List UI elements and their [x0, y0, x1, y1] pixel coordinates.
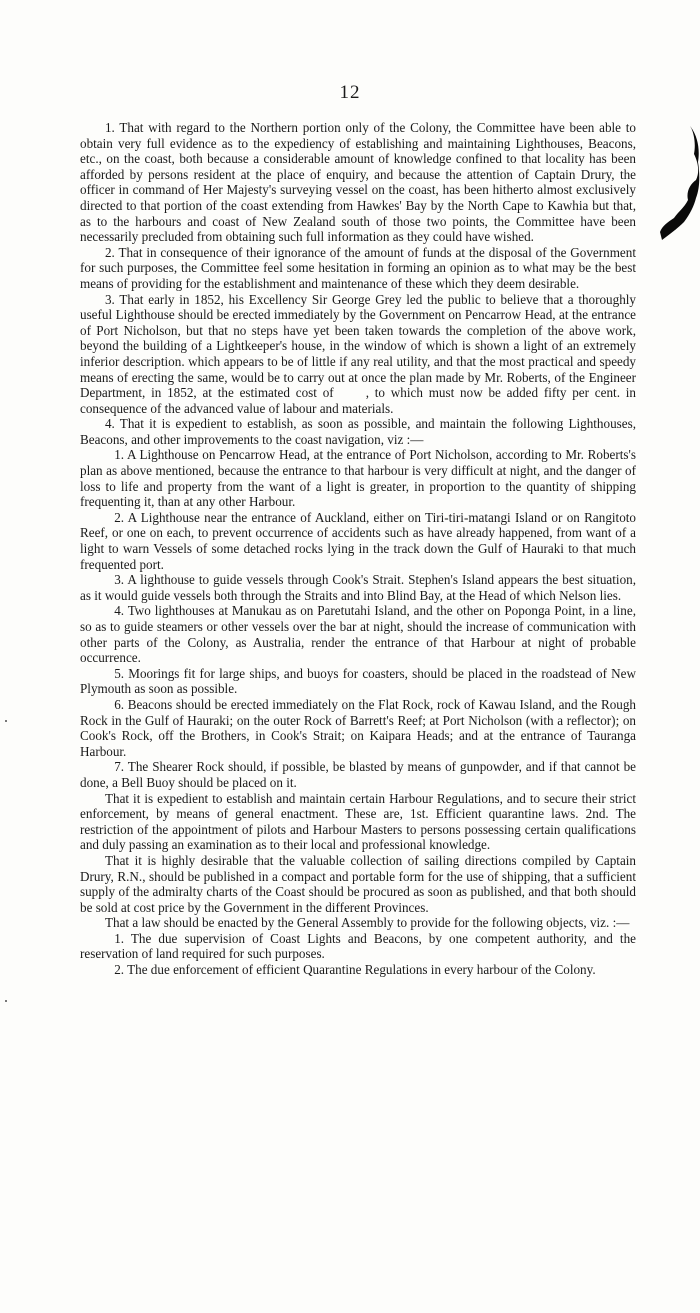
list-item-lighthouse-pencarrow: 1. A Lighthouse on Pencarrow Head, at the entrance of Port Nicholson, according to Mr. Roberts's plan as above mentioned, because the entrance to that harbour is very difficult at night, and the danger of loss to life and property from the want of a light is greater, in proportion to the quantity of shipping frequenting it, than at any other Harbour. [80, 447, 636, 510]
list-item-lighthouse-cooks-strait: 3. A lighthouse to guide vessels through Cook's Strait. Stephen's Island appears the best situation, as it would guide vessels both through the Straits and into Blind Bay, at the Head of which Nelson lies. [80, 572, 636, 603]
paragraph-2: 2. That in consequence of their ignorance of the amount of funds at the disposal of the Government for such purposes, the Committee feel some hesitation in forming an opinion as to what may be the best means of providing for the establishment and maintenance of these which they deem desirable. [80, 244, 636, 291]
list-item-shearer-rock: 7. The Shearer Rock should, if possible, be blasted by means of gunpowder, and if that cannot be done, a Bell Buoy should be placed on it. [80, 759, 636, 790]
list-item-lighthouses-manukau: 4. Two lighthouses at Manukau as on Paretutahi Island, and the other on Poponga Point, in a line, so as to guide steamers or other vessels over the bar at night, should the increase of communication with other parts of the Colony, as Australia, render the entrance of that Harbour at night of probable occurrence. [80, 603, 636, 666]
margin-mark [5, 720, 7, 722]
document-body [80, 120, 636, 978]
list-item-quarantine-enforcement: 2. The due enforcement of efficient Quarantine Regulations in every harbour of the Colony. [114, 962, 596, 978]
paragraph-1: 1. That with regard to the Northern portion only of the Colony, the Committee have been able to obtain very full evidence as to the expediency of establishing and maintaining Lighthouses, Beacons, etc., on the coast, both because a considerable amount of knowledge confined to that locality has been afforded by persons resident at the place of enquiry, and because the attention of Captain Drury, the officer in command of Her Majesty's surveying vessel on the coast, has been hitherto almost exclusively directed to that portion of the coast extending from Hawkes' Bay by the North Cape to Kawhia but that, as to the harbours and coast of New Zealand south of those two points, the Committee have been necessarily precluded from obtaining such full information as they could have wished. [80, 120, 636, 245]
paragraph-harbour-regulations: That it is expedient to establish and maintain certain Harbour Regulations, and to secure their strict enforcement, by means of general enactment. These are, 1st. Efficient quarantine laws. 2nd. The restriction of the appointment of pilots and Harbour Masters to persons possessing certain qualifications and duly passing an examination as to their local and professional knowledge. [80, 790, 636, 853]
ink-blot [660, 122, 700, 242]
paragraph-sailing-directions: That it is highly desirable that the valuable collection of sailing directions compiled by Captain Drury, R.N., should be published in a compact and portable form for the use of shipping, that a sufficient supply of the admiralty charts of the Coast should be procured as soon as published, and that both should be sold at cost price by the Government in the different Provinces. [80, 852, 636, 915]
margin-mark [5, 1000, 7, 1002]
list-item-moorings-new-plymouth: 5. Moorings fit for large ships, and buoys for coasters, should be placed in the roadstead of New Plymouth as soon as possible. [80, 665, 636, 697]
paragraph-3: 3. That early in 1852, his Excellency Sir George Grey led the public to believe that a thoroughly useful Lighthouse should be erected immediately by the Government on Pencarrow Head, at the entrance of Port Nicholson, but that no steps have yet been taken towards the completion of the above work, beyond the building of a Lightkeeper's house, in the window of which is shown a light of an extremely inferior description. which appears to be of little if any real utility, and that the most practical and speedy means of erecting the same, would be to carry out at once the plan made by Mr. Roberts, of the Engineer Department, in 1852, at the estimated cost of , to which must now be added fifty per cent. in consequence of the advanced value of labour and materials. [80, 291, 636, 416]
list-item-lighthouse-auckland: 2. A Lighthouse near the entrance of Auckland, either on Tiri-tiri-matangi Island or on Rangitoto Reef, or one on each, to prevent occurrence of accidents such as have already happened, from want of a light to warn Vessels of some detached rocks lying in the track down the Gulf of Hauraki to that much frequented port. [80, 509, 636, 572]
list-item-beacons: 6. Beacons should be erected immediately on the Flat Rock, rock of Kawau Island, and the Rough Rock in the Gulf of Hauraki; on the outer Rock of Barrett's Reef; at Port Nicholson (with a reflector); on Cook's Rock, off the Brothers, in Cook's Strait; on Kaipara Heads; and at the entrance of Tauranga Harbour. [80, 696, 636, 759]
paragraph-law-enactment: That a law should be enacted by the General Assembly to provide for the following objects, viz. :— [104, 915, 630, 931]
paragraph-4: 4. That it is expedient to establish, as soon as possible, and maintain the following Lighthouses, Beacons, and other improvements to the coast navigation, viz :— [80, 416, 636, 447]
page-number: 12 [339, 82, 361, 103]
list-item-coast-lights-supervision: 1. The due supervision of Coast Lights and Beacons, by one competent authority, and the reservation of land required for such purposes. [80, 930, 636, 962]
